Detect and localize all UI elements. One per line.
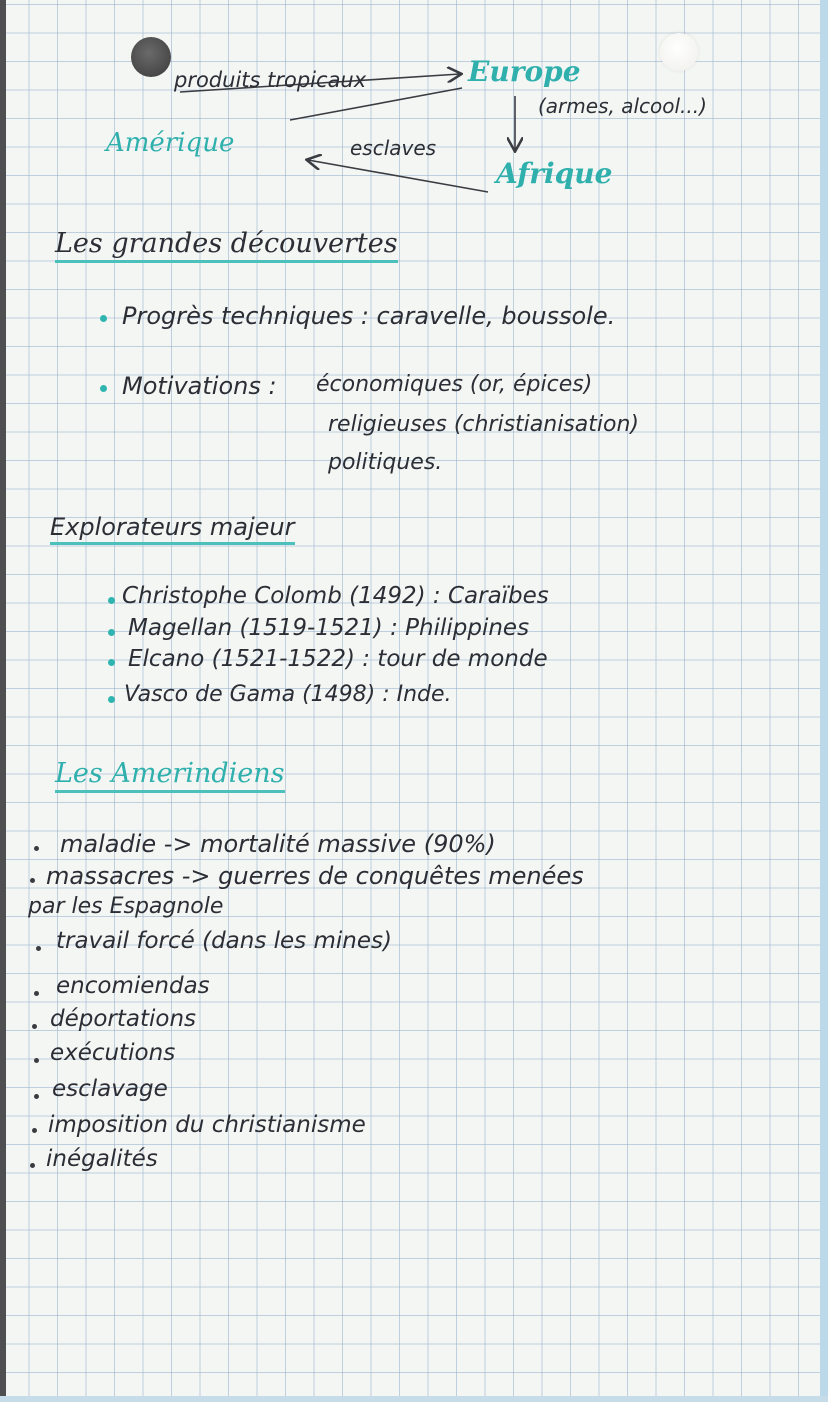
bullet-icon: [108, 597, 115, 604]
diagram-africa-label: Afrique: [496, 157, 613, 190]
bullet-icon: [30, 878, 35, 883]
arrow-africa-to-america: [308, 160, 488, 192]
bullet-icon: [34, 846, 39, 851]
bullet-icon: [30, 1163, 35, 1168]
section-title-explorateurs: Explorateurs majeur: [50, 515, 295, 545]
motivation-economic: économiques (or, épices): [316, 372, 593, 397]
amerindien-item: maladie -> mortalité massive (90%): [60, 830, 496, 858]
amerindien-item: encomiendas: [56, 973, 210, 999]
section-title-amerindiens: Les Amerindiens: [55, 760, 285, 793]
section-title-grandes-decouvertes: Les grandes découvertes: [55, 230, 398, 263]
bullet-icon: [34, 1058, 39, 1063]
bullet-icon: [32, 1128, 37, 1133]
motivation-religious: religieuses (christianisation): [328, 412, 639, 437]
explorer-item: Elcano (1521-1522) : tour de monde: [128, 646, 548, 672]
amerindien-item-continued: par les Espagnole: [28, 894, 224, 919]
diagram-america-label: Amérique: [106, 128, 235, 158]
bullet-icon: [34, 991, 39, 996]
progres-techniques-text: Progrès techniques : caravelle, boussole.: [122, 302, 616, 330]
trade-arrows: [0, 0, 828, 240]
bullet-icon: [32, 1024, 37, 1029]
motivation-political: politiques.: [328, 450, 443, 475]
amerindien-item: travail forcé (dans les mines): [56, 928, 392, 954]
diagram-slaves-label: esclaves: [350, 136, 437, 160]
explorer-item: Christophe Colomb (1492) : Caraïbes: [122, 583, 549, 609]
amerindien-item: imposition du christianisme: [48, 1112, 366, 1138]
bullet-icon: [100, 315, 107, 322]
diagram-goods-label: (armes, alcool...): [538, 94, 707, 118]
bullet-icon: [100, 385, 107, 392]
page-bottom-edge: [0, 1396, 828, 1402]
bullet-icon: [108, 696, 115, 703]
amerindien-item: déportations: [50, 1006, 197, 1032]
motivations-label: Motivations :: [122, 372, 277, 400]
explorer-item: Magellan (1519-1521) : Philippines: [128, 615, 530, 641]
bullet-icon: [36, 946, 41, 951]
bullet-icon: [34, 1094, 39, 1099]
diagram-products-label: produits tropicaux: [174, 68, 367, 92]
amerindien-item: esclavage: [52, 1076, 168, 1102]
diagram-europe-label: Europe: [468, 55, 581, 88]
amerindien-item: massacres -> guerres de conquêtes menées: [46, 862, 584, 890]
bullet-icon: [108, 659, 115, 666]
arrow-america-to-europe: [290, 88, 462, 120]
amerindien-item: exécutions: [50, 1040, 176, 1066]
bullet-icon: [108, 629, 115, 636]
explorer-item: Vasco de Gama (1498) : Inde.: [124, 682, 452, 707]
amerindien-item: inégalités: [46, 1146, 158, 1172]
